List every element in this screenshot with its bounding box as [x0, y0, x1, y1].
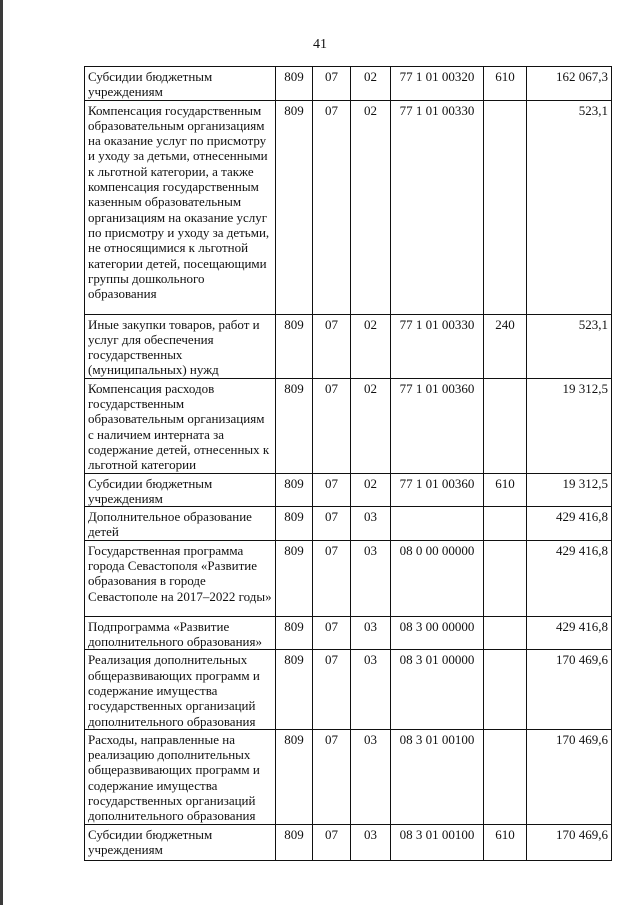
table-row	[85, 507, 612, 541]
ministry-code-cell: 809	[276, 507, 313, 541]
amount-cell: 429 416,8	[527, 616, 612, 650]
section-code-cell: 07	[313, 473, 351, 507]
target-article-cell	[391, 507, 484, 541]
expense-type-cell	[484, 540, 527, 616]
section-code-cell: 07	[313, 507, 351, 541]
row-name-cell: Компенсация государственным образовательным организациям на оказание услуг по присмотру и уходу за детьми, отнесенными к льготной категории, а также компенсация государственным казенным образовательным организациям на оказание услуг по присмотру и уходу за детьми, не относящимися к льготной категории детей, посещающими группы дошкольного образования	[85, 100, 276, 314]
row-name-cell: Расходы, направленные на реализацию дополнительных общеразвивающих программ и содержание имущества государственных организаций дополнительного образования	[85, 729, 276, 824]
row-name-cell: Иные закупки товаров, работ и услуг для обеспечения государственных (муниципальных) нужд	[85, 314, 276, 378]
amount-cell: 429 416,8	[527, 540, 612, 616]
amount-cell: 523,1	[527, 100, 612, 314]
target-article-cell: 77 1 01 00360	[391, 473, 484, 507]
target-article-cell: 08 3 00 00000	[391, 616, 484, 650]
ministry-code-cell: 809	[276, 67, 313, 101]
expense-type-cell	[484, 100, 527, 314]
ministry-code-cell: 809	[276, 650, 313, 729]
subsection-code-cell: 03	[351, 540, 391, 616]
subsection-code-cell: 03	[351, 650, 391, 729]
subsection-code-cell: 02	[351, 67, 391, 101]
target-article-cell: 08 3 01 00000	[391, 650, 484, 729]
expense-type-cell: 610	[484, 824, 527, 860]
amount-cell: 19 312,5	[527, 473, 612, 507]
amount-cell: 170 469,6	[527, 650, 612, 729]
target-article-cell: 08 3 01 00100	[391, 824, 484, 860]
amount-cell: 170 469,6	[527, 729, 612, 824]
expense-type-cell	[484, 378, 527, 473]
expense-type-cell	[484, 650, 527, 729]
subsection-code-cell: 03	[351, 729, 391, 824]
row-name-cell: Дополнительное образование детей	[85, 507, 276, 541]
table-row	[85, 824, 612, 860]
ministry-code-cell: 809	[276, 100, 313, 314]
row-name-cell: Государственная программа города Севастополя «Развитие образования в городе Севастополе на 2017–2022 годы»	[85, 540, 276, 616]
expense-type-cell: 610	[484, 473, 527, 507]
ministry-code-cell: 809	[276, 824, 313, 860]
row-name-cell: Подпрограмма «Развитие дополнительного образования»	[85, 616, 276, 650]
table-row	[85, 650, 612, 729]
section-code-cell: 07	[313, 540, 351, 616]
table-row	[85, 729, 612, 824]
row-name-cell: Субсидии бюджетным учреждениям	[85, 67, 276, 101]
table-row	[85, 616, 612, 650]
expense-type-cell: 610	[484, 67, 527, 101]
target-article-cell: 77 1 01 00330	[391, 100, 484, 314]
subsection-code-cell: 03	[351, 616, 391, 650]
section-code-cell: 07	[313, 100, 351, 314]
section-code-cell: 07	[313, 824, 351, 860]
amount-cell: 523,1	[527, 314, 612, 378]
row-name-cell: Компенсация расходов государственным образовательным организациям с наличием интерната за содержание детей, отнесенных к льготной категории	[85, 378, 276, 473]
subsection-code-cell: 02	[351, 473, 391, 507]
subsection-code-cell: 02	[351, 314, 391, 378]
page-number: 41	[313, 37, 327, 52]
table-row	[85, 314, 612, 378]
section-code-cell: 07	[313, 729, 351, 824]
table-row	[85, 67, 612, 101]
expense-type-cell	[484, 616, 527, 650]
section-code-cell: 07	[313, 67, 351, 101]
expense-type-cell	[484, 729, 527, 824]
row-name-cell: Субсидии бюджетным учреждениям	[85, 473, 276, 507]
scan-edge	[0, 0, 3, 905]
amount-cell: 162 067,3	[527, 67, 612, 101]
ministry-code-cell: 809	[276, 616, 313, 650]
row-name-cell: Субсидии бюджетным учреждениям	[85, 824, 276, 860]
subsection-code-cell: 02	[351, 100, 391, 314]
expense-type-cell: 240	[484, 314, 527, 378]
subsection-code-cell: 03	[351, 507, 391, 541]
ministry-code-cell: 809	[276, 314, 313, 378]
ministry-code-cell: 809	[276, 378, 313, 473]
budget-table-body	[85, 67, 612, 861]
section-code-cell: 07	[313, 314, 351, 378]
amount-cell: 170 469,6	[527, 824, 612, 860]
target-article-cell: 08 3 01 00100	[391, 729, 484, 824]
subsection-code-cell: 02	[351, 378, 391, 473]
target-article-cell: 08 0 00 00000	[391, 540, 484, 616]
target-article-cell: 77 1 01 00360	[391, 378, 484, 473]
ministry-code-cell: 809	[276, 540, 313, 616]
expense-type-cell	[484, 507, 527, 541]
section-code-cell: 07	[313, 650, 351, 729]
section-code-cell: 07	[313, 616, 351, 650]
row-name-cell: Реализация дополнительных общеразвивающих программ и содержание имущества государственных организаций дополнительного образования	[85, 650, 276, 729]
target-article-cell: 77 1 01 00320	[391, 67, 484, 101]
table-row	[85, 473, 612, 507]
subsection-code-cell: 03	[351, 824, 391, 860]
target-article-cell: 77 1 01 00330	[391, 314, 484, 378]
table-row	[85, 100, 612, 314]
table-row	[85, 378, 612, 473]
ministry-code-cell: 809	[276, 473, 313, 507]
budget-table	[84, 66, 612, 861]
amount-cell: 19 312,5	[527, 378, 612, 473]
amount-cell: 429 416,8	[527, 507, 612, 541]
table-row	[85, 540, 612, 616]
section-code-cell: 07	[313, 378, 351, 473]
ministry-code-cell: 809	[276, 729, 313, 824]
